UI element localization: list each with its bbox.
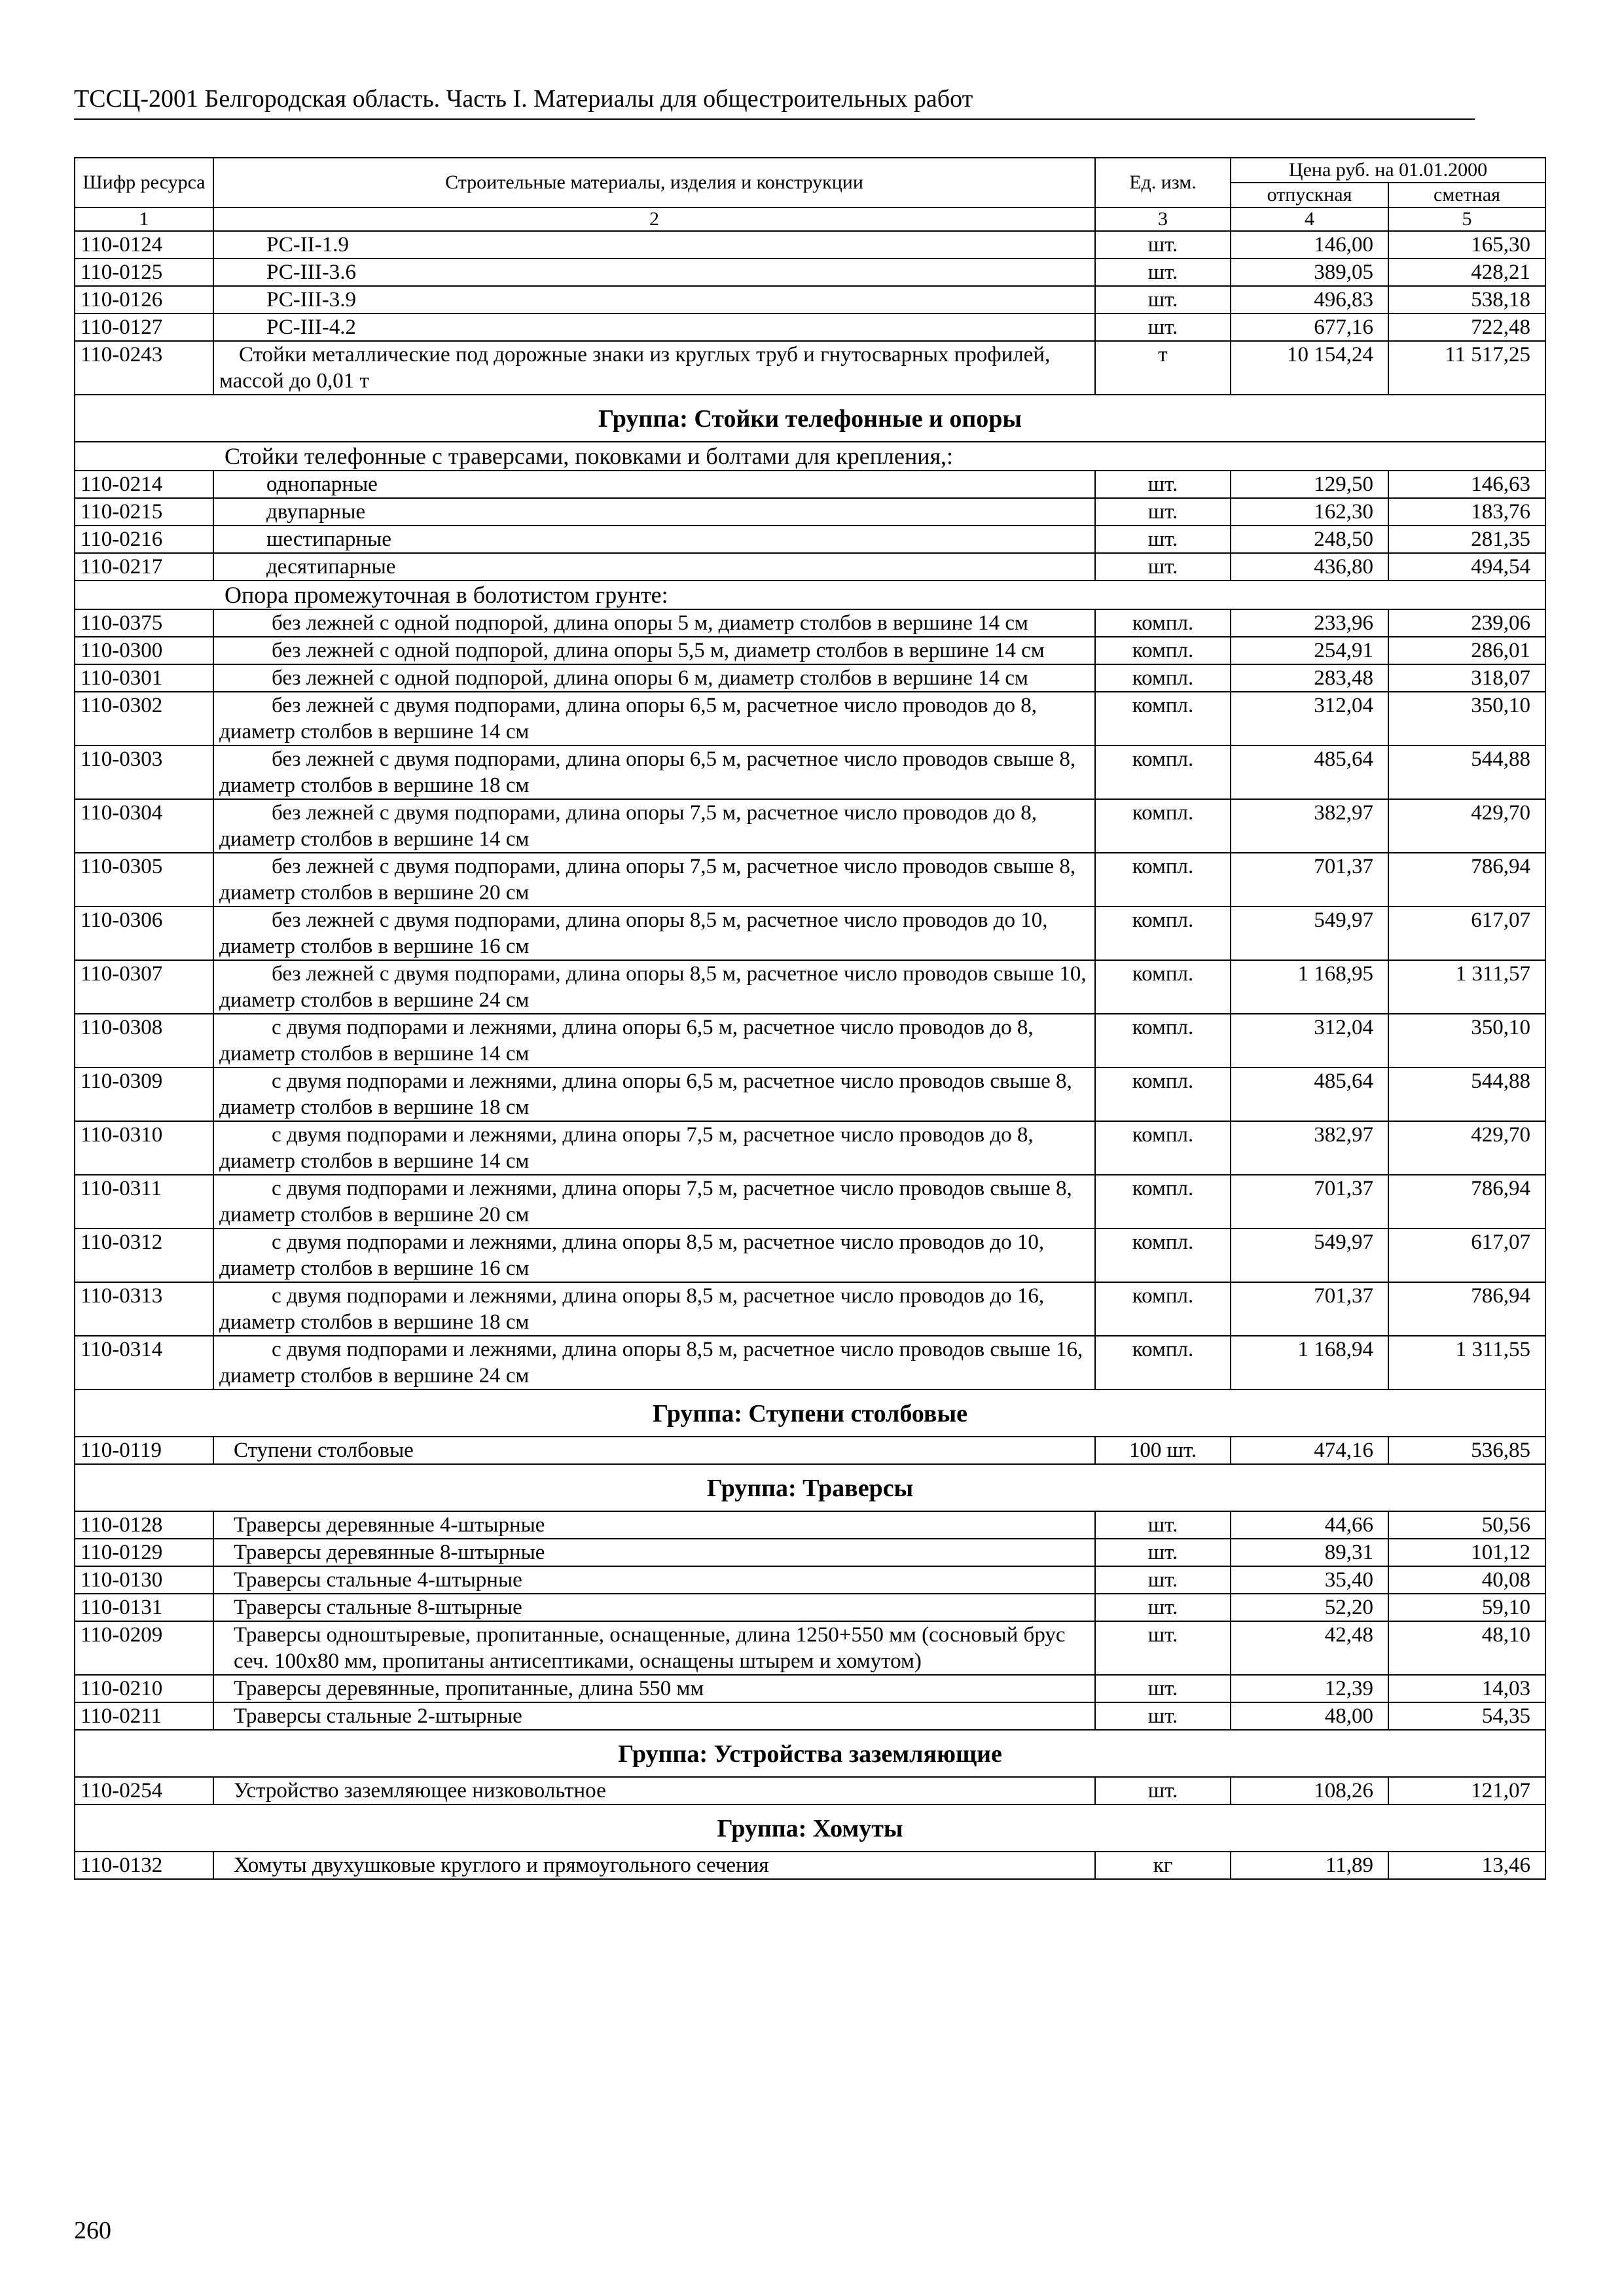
estimate-price-cell: 54,35	[1388, 1702, 1545, 1730]
resource-code-cell: 110-0128	[75, 1511, 213, 1539]
release-price-cell: 42,48	[1231, 1621, 1388, 1675]
estimate-price-cell: 544,88	[1388, 745, 1545, 799]
estimate-price-cell: 544,88	[1388, 1067, 1545, 1121]
resource-code-cell: 110-0302	[75, 692, 213, 745]
release-price-cell: 1 168,95	[1231, 960, 1388, 1014]
unit-cell: кг	[1095, 1852, 1231, 1879]
release-price-cell: 496,83	[1231, 286, 1388, 314]
resource-code-cell: 110-0211	[75, 1702, 213, 1730]
estimate-price-cell: 14,03	[1388, 1675, 1545, 1702]
material-name-cell: Траверсы деревянные 8-штырные	[213, 1539, 1095, 1566]
estimate-price-cell: 101,12	[1388, 1539, 1545, 1566]
release-price-cell: 474,16	[1231, 1437, 1388, 1464]
material-name-cell: РС-II-1.9	[213, 231, 1095, 259]
table-row	[75, 664, 1545, 692]
release-price-cell: 436,80	[1231, 553, 1388, 581]
material-name-cell: с двумя подпорами и лежнями, длина опоры 8,5 м, расчетное число проводов до 10, диаметр столбов в вершине 16 см	[213, 1229, 1095, 1282]
material-name-cell: Траверсы деревянные, пропитанные, длина 550 мм	[213, 1675, 1095, 1702]
unit-cell: компл.	[1095, 609, 1231, 637]
group-heading-row	[75, 1730, 1545, 1777]
resource-code-cell: 110-0126	[75, 286, 213, 314]
estimate-price-cell: 536,85	[1388, 1437, 1545, 1464]
release-price-cell: 382,97	[1231, 799, 1388, 853]
unit-cell: т	[1095, 341, 1231, 395]
table-row	[75, 553, 1545, 581]
unit-cell: компл.	[1095, 1336, 1231, 1390]
resource-code-cell: 110-0301	[75, 664, 213, 692]
estimate-price-cell: 121,07	[1388, 1777, 1545, 1804]
group-heading-row	[75, 395, 1545, 442]
resource-code-cell: 110-0130	[75, 1566, 213, 1594]
release-price-cell: 485,64	[1231, 745, 1388, 799]
release-price-cell: 248,50	[1231, 526, 1388, 553]
release-price-cell: 701,37	[1231, 1175, 1388, 1229]
header-name: Строительные материалы, изделия и конструкции	[213, 158, 1095, 207]
release-price-cell: 233,96	[1231, 609, 1388, 637]
estimate-price-cell: 40,08	[1388, 1566, 1545, 1594]
estimate-price-cell: 1 311,55	[1388, 1336, 1545, 1390]
resource-code-cell: 110-0132	[75, 1852, 213, 1879]
resource-code-cell: 110-0127	[75, 314, 213, 341]
unit-cell: шт.	[1095, 259, 1231, 286]
unit-cell: шт.	[1095, 553, 1231, 581]
unit-cell: компл.	[1095, 960, 1231, 1014]
resource-code-cell: 110-0119	[75, 1437, 213, 1464]
header-estimate-price: сметная	[1388, 183, 1545, 207]
table-row	[75, 745, 1545, 799]
estimate-price-cell: 350,10	[1388, 1014, 1545, 1067]
resource-code-cell: 110-0210	[75, 1675, 213, 1702]
table-row	[75, 1511, 1545, 1539]
release-price-cell: 312,04	[1231, 1014, 1388, 1067]
material-name-cell: без лежней с двумя подпорами, длина опоры 6,5 м, расчетное число проводов до 8, диаметр столбов в вершине 14 см	[213, 692, 1095, 745]
group-heading: Группа: Устройства заземляющие	[75, 1730, 1545, 1777]
material-name-cell: без лежней с двумя подпорами, длина опоры 7,5 м, расчетное число проводов до 8, диаметр столбов в вершине 14 см	[213, 799, 1095, 853]
resource-code-cell: 110-0125	[75, 259, 213, 286]
release-price-cell: 108,26	[1231, 1777, 1388, 1804]
release-price-cell: 389,05	[1231, 259, 1388, 286]
resource-code-cell: 110-0311	[75, 1175, 213, 1229]
material-name-cell: РС-III-3.9	[213, 286, 1095, 314]
release-price-cell: 677,16	[1231, 314, 1388, 341]
resource-code-cell: 110-0214	[75, 471, 213, 498]
group-heading: Группа: Хомуты	[75, 1804, 1545, 1852]
release-price-cell: 485,64	[1231, 1067, 1388, 1121]
estimate-price-cell: 786,94	[1388, 1282, 1545, 1336]
unit-cell: компл.	[1095, 799, 1231, 853]
resource-code-cell: 110-0243	[75, 341, 213, 395]
table-row	[75, 498, 1545, 526]
estimate-price-cell: 165,30	[1388, 231, 1545, 259]
estimate-price-cell: 722,48	[1388, 314, 1545, 341]
unit-cell: компл.	[1095, 906, 1231, 960]
release-price-cell: 44,66	[1231, 1511, 1388, 1539]
table-row	[75, 1621, 1545, 1675]
resource-code-cell: 110-0305	[75, 853, 213, 906]
resource-code-cell: 110-0217	[75, 553, 213, 581]
table-row	[75, 1437, 1545, 1464]
resource-code-cell: 110-0131	[75, 1594, 213, 1621]
material-name-cell: шестипарные	[213, 526, 1095, 553]
material-name-cell: без лежней с двумя подпорами, длина опоры 8,5 м, расчетное число проводов свыше 10, диаметр столбов в вершине 24 см	[213, 960, 1095, 1014]
table-row	[75, 1282, 1545, 1336]
header-divider	[74, 118, 1475, 120]
resource-code-cell: 110-0300	[75, 637, 213, 664]
unit-cell: компл.	[1095, 1229, 1231, 1282]
table-row	[75, 1777, 1545, 1804]
estimate-price-cell: 286,01	[1388, 637, 1545, 664]
unit-cell: шт.	[1095, 231, 1231, 259]
table-row	[75, 1675, 1545, 1702]
release-price-cell: 146,00	[1231, 231, 1388, 259]
release-price-cell: 549,97	[1231, 1229, 1388, 1282]
table-row	[75, 286, 1545, 314]
column-number: 1	[75, 207, 213, 231]
unit-cell: компл.	[1095, 637, 1231, 664]
release-price-cell: 254,91	[1231, 637, 1388, 664]
release-price-cell: 549,97	[1231, 906, 1388, 960]
estimate-price-cell: 239,06	[1388, 609, 1545, 637]
estimate-price-cell: 318,07	[1388, 664, 1545, 692]
table-row	[75, 1014, 1545, 1067]
material-name-cell: с двумя подпорами и лежнями, длина опоры 7,5 м, расчетное число проводов свыше 8, диаметр столбов в вершине 20 см	[213, 1175, 1095, 1229]
release-price-cell: 283,48	[1231, 664, 1388, 692]
material-name-cell: Траверсы стальные 8-штырные	[213, 1594, 1095, 1621]
resource-code-cell: 110-0310	[75, 1121, 213, 1175]
material-name-cell: с двумя подпорами и лежнями, длина опоры 7,5 м, расчетное число проводов до 8, диаметр столбов в вершине 14 см	[213, 1121, 1095, 1175]
resource-code-cell: 110-0304	[75, 799, 213, 853]
page-header-title: ТССЦ-2001 Белгородская область. Часть I. Материалы для общестроительных работ	[74, 85, 973, 113]
unit-cell: шт.	[1095, 1511, 1231, 1539]
estimate-price-cell: 428,21	[1388, 259, 1545, 286]
unit-cell: шт.	[1095, 1621, 1231, 1675]
resource-code-cell: 110-0129	[75, 1539, 213, 1566]
resource-code-cell: 110-0254	[75, 1777, 213, 1804]
table-row	[75, 906, 1545, 960]
unit-cell: шт.	[1095, 1566, 1231, 1594]
header-code: Шифр ресурса	[75, 158, 213, 207]
material-name-cell: Траверсы деревянные 4-штырные	[213, 1511, 1095, 1539]
estimate-price-cell: 59,10	[1388, 1594, 1545, 1621]
release-price-cell: 12,39	[1231, 1675, 1388, 1702]
column-number: 2	[213, 207, 1095, 231]
unit-cell: шт.	[1095, 1675, 1231, 1702]
table-row	[75, 1067, 1545, 1121]
group-heading: Группа: Стойки телефонные и опоры	[75, 395, 1545, 442]
release-price-cell: 48,00	[1231, 1702, 1388, 1730]
header-release-price: отпускная	[1231, 183, 1388, 207]
subgroup-heading: Опора промежуточная в болотистом грунте:	[75, 581, 1545, 609]
release-price-cell: 11,89	[1231, 1852, 1388, 1879]
estimate-price-cell: 13,46	[1388, 1852, 1545, 1879]
release-price-cell: 701,37	[1231, 853, 1388, 906]
material-name-cell: Траверсы одноштыревые, пропитанные, оснащенные, длина 1250+550 мм (сосновый брус сеч. 100х80 мм, пропитаны антисептиками, оснащены штырем и хомутом)	[213, 1621, 1095, 1675]
unit-cell: компл.	[1095, 1067, 1231, 1121]
resource-code-cell: 110-0309	[75, 1067, 213, 1121]
material-name-cell: Хомуты двухушковые круглого и прямоугольного сечения	[213, 1852, 1095, 1879]
unit-cell: шт.	[1095, 1702, 1231, 1730]
release-price-cell: 1 168,94	[1231, 1336, 1388, 1390]
table-body	[75, 231, 1545, 1879]
unit-cell: компл.	[1095, 745, 1231, 799]
resource-code-cell: 110-0306	[75, 906, 213, 960]
resource-code-cell: 110-0312	[75, 1229, 213, 1282]
material-name-cell: без лежней с двумя подпорами, длина опоры 8,5 м, расчетное число проводов до 10, диаметр столбов в вершине 16 см	[213, 906, 1095, 960]
material-name-cell: с двумя подпорами и лежнями, длина опоры 8,5 м, расчетное число проводов свыше 16, диаметр столбов в вершине 24 см	[213, 1336, 1095, 1390]
estimate-price-cell: 617,07	[1388, 1229, 1545, 1282]
table-row	[75, 1852, 1545, 1879]
material-name-cell: РС-III-3.6	[213, 259, 1095, 286]
header-price: Цена руб. на 01.01.2000	[1231, 158, 1545, 183]
release-price-cell: 162,30	[1231, 498, 1388, 526]
table-row	[75, 960, 1545, 1014]
estimate-price-cell: 11 517,25	[1388, 341, 1545, 395]
material-name-cell: без лежней с одной подпорой, длина опоры 5,5 м, диаметр столбов в вершине 14 см	[213, 637, 1095, 664]
estimate-price-cell: 1 311,57	[1388, 960, 1545, 1014]
table-row	[75, 1594, 1545, 1621]
material-name-cell: с двумя подпорами и лежнями, длина опоры 6,5 м, расчетное число проводов до 8, диаметр столбов в вершине 14 см	[213, 1014, 1095, 1067]
material-name-cell: Устройство заземляющее низковольтное	[213, 1777, 1095, 1804]
group-heading-row	[75, 1390, 1545, 1437]
material-name-cell: двупарные	[213, 498, 1095, 526]
material-name-cell: Стойки металлические под дорожные знаки из круглых труб и гнутосварных профилей, массой до 0,01 т	[213, 341, 1095, 395]
resource-code-cell: 110-0209	[75, 1621, 213, 1675]
table-row	[75, 1175, 1545, 1229]
material-name-cell: с двумя подпорами и лежнями, длина опоры 6,5 м, расчетное число проводов свыше 8, диаметр столбов в вершине 18 см	[213, 1067, 1095, 1121]
resource-code-cell: 110-0313	[75, 1282, 213, 1336]
unit-cell: шт.	[1095, 1594, 1231, 1621]
price-table-container	[74, 157, 1531, 1880]
table-row	[75, 609, 1545, 637]
unit-cell: компл.	[1095, 1175, 1231, 1229]
estimate-price-cell: 786,94	[1388, 1175, 1545, 1229]
table-row	[75, 231, 1545, 259]
column-number: 4	[1231, 207, 1388, 231]
header-unit: Ед. изм.	[1095, 158, 1231, 207]
unit-cell: компл.	[1095, 692, 1231, 745]
release-price-cell: 382,97	[1231, 1121, 1388, 1175]
table-row	[75, 1539, 1545, 1566]
material-name-cell: десятипарные	[213, 553, 1095, 581]
resource-code-cell: 110-0215	[75, 498, 213, 526]
table-head	[75, 158, 1545, 231]
material-name-cell: РС-III-4.2	[213, 314, 1095, 341]
column-number-row	[75, 207, 1545, 231]
estimate-price-cell: 538,18	[1388, 286, 1545, 314]
group-heading-row	[75, 1464, 1545, 1511]
resource-code-cell: 110-0308	[75, 1014, 213, 1067]
material-name-cell: Траверсы стальные 2-штырные	[213, 1702, 1095, 1730]
estimate-price-cell: 48,10	[1388, 1621, 1545, 1675]
table-row	[75, 1229, 1545, 1282]
release-price-cell: 10 154,24	[1231, 341, 1388, 395]
estimate-price-cell: 50,56	[1388, 1511, 1545, 1539]
table-row	[75, 1336, 1545, 1390]
resource-code-cell: 110-0216	[75, 526, 213, 553]
release-price-cell: 312,04	[1231, 692, 1388, 745]
group-heading-row	[75, 1804, 1545, 1852]
table-row	[75, 314, 1545, 341]
table-row	[75, 799, 1545, 853]
unit-cell: компл.	[1095, 1121, 1231, 1175]
unit-cell: шт.	[1095, 1777, 1231, 1804]
subgroup-heading-row	[75, 581, 1545, 609]
resource-code-cell: 110-0303	[75, 745, 213, 799]
release-price-cell: 89,31	[1231, 1539, 1388, 1566]
material-name-cell: без лежней с двумя подпорами, длина опоры 7,5 м, расчетное число проводов свыше 8, диаметр столбов в вершине 20 см	[213, 853, 1095, 906]
column-number: 5	[1388, 207, 1545, 231]
unit-cell: компл.	[1095, 853, 1231, 906]
group-heading: Группа: Траверсы	[75, 1464, 1545, 1511]
estimate-price-cell: 350,10	[1388, 692, 1545, 745]
table-row	[75, 259, 1545, 286]
material-name-cell: с двумя подпорами и лежнями, длина опоры 8,5 м, расчетное число проводов до 16, диаметр столбов в вершине 18 см	[213, 1282, 1095, 1336]
subgroup-heading: Стойки телефонные с траверсами, поковками и болтами для крепления,:	[75, 442, 1545, 471]
release-price-cell: 35,40	[1231, 1566, 1388, 1594]
unit-cell: компл.	[1095, 1014, 1231, 1067]
estimate-price-cell: 281,35	[1388, 526, 1545, 553]
unit-cell: шт.	[1095, 314, 1231, 341]
resource-code-cell: 110-0375	[75, 609, 213, 637]
estimate-price-cell: 617,07	[1388, 906, 1545, 960]
unit-cell: шт.	[1095, 1539, 1231, 1566]
group-heading: Группа: Ступени столбовые	[75, 1390, 1545, 1437]
table-row	[75, 471, 1545, 498]
table-row	[75, 526, 1545, 553]
estimate-price-cell: 429,70	[1388, 1121, 1545, 1175]
estimate-price-cell: 146,63	[1388, 471, 1545, 498]
table-row	[75, 637, 1545, 664]
material-name-cell: Траверсы стальные 4-штырные	[213, 1566, 1095, 1594]
page-number: 260	[74, 2217, 111, 2244]
column-number: 3	[1095, 207, 1231, 231]
material-name-cell: без лежней с одной подпорой, длина опоры 6 м, диаметр столбов в вершине 14 см	[213, 664, 1095, 692]
material-name-cell: Ступени столбовые	[213, 1437, 1095, 1464]
table-row	[75, 341, 1545, 395]
material-name-cell: без лежней с двумя подпорами, длина опоры 6,5 м, расчетное число проводов свыше 8, диаметр столбов в вершине 18 см	[213, 745, 1095, 799]
table-row	[75, 1566, 1545, 1594]
material-name-cell: однопарные	[213, 471, 1095, 498]
release-price-cell: 701,37	[1231, 1282, 1388, 1336]
unit-cell: шт.	[1095, 286, 1231, 314]
unit-cell: шт.	[1095, 526, 1231, 553]
estimate-price-cell: 494,54	[1388, 553, 1545, 581]
subgroup-heading-row	[75, 442, 1545, 471]
estimate-price-cell: 183,76	[1388, 498, 1545, 526]
resource-code-cell: 110-0307	[75, 960, 213, 1014]
table-row	[75, 853, 1545, 906]
unit-cell: компл.	[1095, 1282, 1231, 1336]
release-price-cell: 52,20	[1231, 1594, 1388, 1621]
unit-cell: компл.	[1095, 664, 1231, 692]
resource-code-cell: 110-0124	[75, 231, 213, 259]
unit-cell: шт.	[1095, 498, 1231, 526]
unit-cell: 100 шт.	[1095, 1437, 1231, 1464]
table-row	[75, 1702, 1545, 1730]
estimate-price-cell: 429,70	[1388, 799, 1545, 853]
estimate-price-cell: 786,94	[1388, 853, 1545, 906]
table-row	[75, 1121, 1545, 1175]
price-table	[74, 157, 1546, 1880]
material-name-cell: без лежней с одной подпорой, длина опоры 5 м, диаметр столбов в вершине 14 см	[213, 609, 1095, 637]
resource-code-cell: 110-0314	[75, 1336, 213, 1390]
table-row	[75, 692, 1545, 745]
unit-cell: шт.	[1095, 471, 1231, 498]
release-price-cell: 129,50	[1231, 471, 1388, 498]
